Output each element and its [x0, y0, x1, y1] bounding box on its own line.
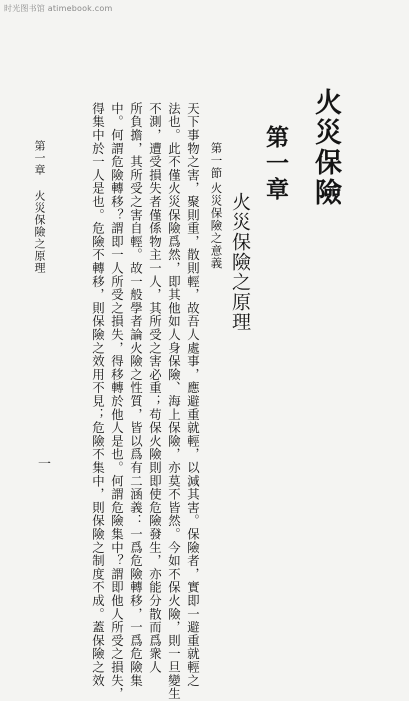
- section-number: 第一節: [209, 142, 224, 180]
- body-text-column: 所負擔，其所受之害自輕。故一般學者論火險之性質，皆以爲有二涵義：一爲危險轉移，一爲危險集: [128, 102, 144, 688]
- running-head-title: 火災保險之原理: [33, 190, 46, 274]
- body-text-column: 不測，遭受損失者僅係物主一人，其所受之害必重；苟保火險則即使危險發生，亦能分散而爲衆人: [147, 102, 163, 674]
- running-head-chapter: 第一章: [33, 140, 46, 176]
- chapter-title: 火災保險之原理: [229, 192, 251, 332]
- body-text-column: 法也。此不僅火災保險爲然，即其他如人身保險、海上保險，亦莫不皆然。今如不保火險，則一旦變生: [166, 102, 182, 701]
- watermark-text: 时光图书馆 atimebook.com: [4, 4, 113, 13]
- book-title: 火災保險: [310, 88, 341, 208]
- section-title: 火災保險之意義: [209, 182, 224, 270]
- body-text-column: 得集中於一人是也。危險不轉移，則保險之效用不見；危險不集中，則保險之制度不成。蓋保險之效: [90, 102, 106, 688]
- body-text-column: 中。何謂危險轉移？謂即一人所受之損失，得移轉於他人是也。何謂危險集中？謂即他人所受之損失，: [109, 102, 125, 701]
- page-number: 一: [38, 457, 52, 472]
- body-text-column: 天下事物之害，聚則重，散則輕，故吾人處事，應避重就輕，以減其害。保險者，實即一避重就輕之: [185, 102, 201, 688]
- chapter-number: 第一章: [262, 125, 289, 203]
